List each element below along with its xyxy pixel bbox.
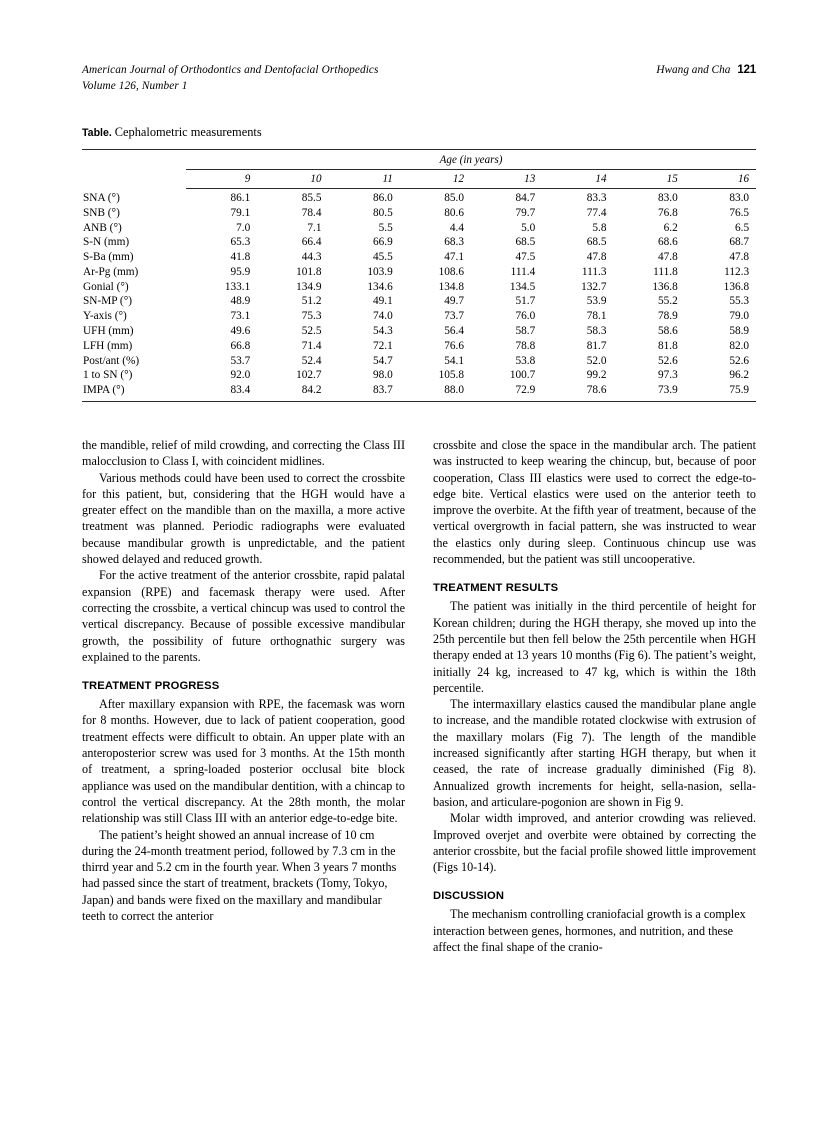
measurement-value: 84.2 (257, 383, 328, 401)
measurement-value: 78.9 (657, 310, 678, 323)
measurement-value: 105.8 (438, 369, 464, 382)
measurement-value: 98.0 (372, 369, 393, 382)
measurement-value: 78.1 (586, 310, 607, 323)
measurement-value: 79.7 (515, 206, 536, 219)
measurement-value: 47.8 (657, 251, 678, 264)
measurement-value: 4.4 (449, 221, 464, 234)
paragraph: The mechanism controlling craniofacial growth is a complex interaction between genes, hormones, and nutrition, and these affect the final shape of the cranio- (433, 907, 746, 955)
journal-title-line1: American Journal of Orthodontics and Dentofacial Orthopedics (82, 64, 379, 76)
table-row (82, 354, 756, 369)
measurement-value: 53.9 (586, 295, 607, 308)
measurement-value: 132.7 (581, 280, 607, 293)
measurement-value: 77.4 (586, 206, 607, 219)
measurement-label: ANB (°) (83, 221, 122, 234)
table-row (82, 295, 756, 310)
table-group-header-row (82, 150, 756, 170)
table-row (82, 383, 756, 401)
measurement-value: 133.1 (224, 280, 251, 293)
age-header-9: 9 (186, 170, 257, 189)
measurement-value: 76.0 (515, 310, 536, 323)
measurement-label: UFH (mm) (83, 325, 134, 338)
age-header-15: 15 (614, 170, 685, 189)
measurement-value: 76.5 (729, 206, 750, 219)
measurement-value: 103.9 (367, 265, 393, 278)
measurement-value: 55.2 (657, 295, 678, 308)
table-body (82, 189, 756, 402)
measurement-value: 81.7 (586, 339, 607, 352)
measurement-value: 72.9 (471, 383, 542, 401)
measurement-value: 65.3 (230, 236, 251, 249)
measurement-value: 49.1 (372, 295, 393, 308)
measurement-value: 47.5 (515, 251, 536, 264)
authors-name: Hwang and Cha (656, 64, 731, 76)
measurement-value: 45.5 (372, 251, 393, 264)
article-body (82, 437, 756, 1077)
measurement-value: 68.5 (515, 236, 536, 249)
measurement-value: 73.9 (614, 383, 685, 401)
measurement-value: 72.1 (372, 339, 393, 352)
measurement-value: 134.9 (296, 280, 322, 293)
age-header-10: 10 (257, 170, 328, 189)
measurement-label: Post/ant (%) (83, 354, 140, 367)
measurement-value: 80.6 (444, 206, 464, 219)
measurement-value: 88.0 (400, 383, 471, 401)
measurement-value: 56.4 (444, 325, 464, 338)
paragraph: the mandible, relief of mild crowding, and correcting the Class III malocclusion to Class I, with coincident midlines. (82, 438, 405, 469)
table-row (82, 221, 756, 236)
section-heading-discussion: DISCUSSION (433, 890, 505, 903)
measurement-value: 136.8 (652, 280, 678, 293)
measurement-value: 79.0 (729, 310, 750, 323)
measurement-value: 78.6 (542, 383, 613, 401)
measurement-value: 134.6 (367, 280, 393, 293)
age-header-16: 16 (685, 170, 756, 189)
paragraph: For the active treatment of the anterior crossbite, rapid palatal expansion (RPE) and facemask therapy were used. After correcting the crossbite, a vertical chincup was used to control the vertical discrepancy. Because of possible excessive mandibular growth, the possibility of future orthognathic surgery was explained to the parents. (82, 568, 405, 664)
measurement-value: 54.1 (444, 354, 464, 367)
measurement-value: 83.3 (586, 192, 607, 204)
measurement-value: 58.9 (729, 325, 750, 338)
measurement-value: 58.6 (657, 325, 678, 338)
measurement-value: 49.6 (230, 325, 251, 338)
measurement-value: 52.6 (657, 354, 678, 367)
measurement-value: 68.5 (586, 236, 607, 249)
measurement-value: 52.4 (301, 354, 322, 367)
group-header-spacer (82, 150, 186, 170)
measurement-value: 85.5 (301, 192, 322, 204)
measurement-value: 101.8 (296, 265, 322, 278)
measurement-label: SN-MP (°) (83, 295, 132, 308)
measurement-value: 73.1 (230, 310, 251, 323)
measurement-value: 136.8 (723, 280, 750, 293)
measurement-value: 75.9 (685, 383, 756, 401)
measurement-value: 81.8 (657, 339, 678, 352)
measurement-value: 58.3 (586, 325, 607, 338)
measurement-value: 51.7 (515, 295, 536, 308)
measurement-value: 79.1 (230, 206, 251, 219)
measurement-value: 5.0 (521, 221, 536, 234)
table-row (82, 206, 756, 221)
measurement-value: 92.0 (230, 369, 251, 382)
left-text-column (82, 437, 405, 924)
measurement-value: 48.9 (230, 295, 251, 308)
measurement-value: 83.0 (657, 192, 678, 204)
measurement-value: 6.2 (663, 221, 678, 234)
measurement-value: 54.7 (372, 354, 393, 367)
journal-title (82, 62, 379, 94)
table-row (82, 189, 756, 207)
age-header-12: 12 (400, 170, 471, 189)
paragraph: Molar width improved, and anterior crowding was relieved. Improved overjet and overbite were obtained by correcting the anterior crossbite, but the facial profile showed little improvement (Figs 10-14). (433, 811, 756, 875)
paragraph: The patient was initially in the third percentile of height for Korean children; during the HGH therapy, she moved up into the 25th percentile but then fell below the 25th percentile when HGH therapy ended at 13 years 10 months (Fig 6). The patient’s weight, initially 24 kg, increased to 47 kg, which is within the 18th percentile. (433, 599, 756, 695)
running-head-right (656, 62, 756, 78)
measurement-label: S-N (mm) (83, 236, 130, 249)
measurement-value: 85.0 (444, 192, 464, 204)
paragraph: The intermaxillary elastics caused the mandibular plane angle to increase, and the mandible rotated clockwise with extrusion of the maxillary molars (Fig 7). The length of the mandible increased significantly after starting HGH therapy, but when it ceased, the rate of increase gradually diminished (Fig 8). Annualized growth increments for height, sella-nasion, sella-basion, and articulare-pogonion are shown in Fig 9. (433, 697, 756, 809)
paragraph: After maxillary expansion with RPE, the facemask was worn for 8 months. However, due to lack of patient cooperation, good treatment effects were difficult to obtain. An upper plate with an anteroposterior screw was used for 3 months. At the 15th month of treatment, a spring-loaded posterior occlusal bite block appliance was used on the mandibular dentition, with a chincap to control the vertical discrepancy. At the 28th month, the molar relationship was still Class III with an anterior edge-to-edge bite. (82, 697, 405, 826)
measurement-value: 52.6 (729, 354, 750, 367)
measurement-value: 100.7 (509, 369, 536, 382)
table-head (82, 150, 756, 189)
measurement-value: 7.1 (307, 221, 322, 234)
table-row (82, 250, 756, 265)
age-header-14: 14 (542, 170, 613, 189)
measurement-value: 78.8 (515, 339, 536, 352)
measurement-value: 83.4 (186, 383, 257, 401)
measurement-value: 66.9 (372, 236, 393, 249)
measurement-value: 111.4 (510, 265, 536, 278)
measurement-value: 86.1 (230, 192, 251, 204)
measurement-value: 47.8 (586, 251, 607, 264)
measurement-value: 76.8 (657, 206, 678, 219)
measurement-value: 76.6 (444, 339, 464, 352)
section-heading-treatment-results: TREATMENT RESULTS (433, 582, 559, 595)
measurement-value: 66.8 (230, 339, 251, 352)
table-caption-label: Table. (82, 127, 112, 139)
measurement-value: 6.5 (734, 221, 750, 234)
measurement-value: 74.0 (372, 310, 393, 323)
measurement-value: 71.4 (301, 339, 322, 352)
measurement-value: 86.0 (372, 192, 393, 204)
right-text-column (433, 437, 756, 955)
table-column-header-row (82, 170, 756, 189)
table-row (82, 324, 756, 339)
measurement-value: 7.0 (236, 221, 251, 234)
measurement-value: 53.7 (230, 354, 251, 367)
measurement-label: SNB (°) (83, 206, 120, 219)
measurement-value: 111.8 (653, 265, 678, 278)
age-header-13: 13 (471, 170, 542, 189)
paragraph: Various methods could have been used to correct the crossbite for this patient, but, considering that the HGH would have a greater effect on the mandible than on the maxilla, a more active treatment was planned. Periodic radiographs were evaluated because mandibular growth is unpredictable, and the patient showed delayed and reduced growth. (82, 470, 405, 567)
age-group-header: Age (in years) (186, 150, 756, 170)
measurement-value: 111.3 (581, 265, 607, 278)
table-caption (82, 125, 756, 140)
measurement-value: 73.7 (444, 310, 464, 323)
measurement-value: 95.9 (230, 265, 251, 278)
measurement-value: 55.3 (729, 295, 750, 308)
measurement-value: 82.0 (729, 339, 750, 352)
measurement-value: 47.8 (729, 251, 750, 264)
measurement-value: 66.4 (301, 236, 322, 249)
page-number: 121 (737, 64, 756, 76)
measurement-value: 84.7 (515, 192, 536, 204)
measurement-value: 49.7 (444, 295, 464, 308)
measurement-column-header (82, 170, 186, 189)
cephalometric-table-block (82, 125, 756, 402)
journal-title-line2: Volume 126, Number 1 (82, 80, 188, 92)
measurement-value: 44.3 (301, 251, 322, 264)
table-row (82, 369, 756, 384)
measurement-label: Ar-Pg (mm) (83, 265, 139, 278)
table-row (82, 339, 756, 354)
table-row (82, 236, 756, 251)
table-row (82, 310, 756, 325)
measurement-label: S-Ba (mm) (83, 251, 134, 264)
measurement-value: 52.5 (301, 325, 322, 338)
measurement-label: LFH (mm) (83, 339, 133, 352)
measurement-value: 83.7 (329, 383, 400, 401)
measurement-value: 80.5 (372, 206, 393, 219)
measurement-value: 78.4 (301, 206, 322, 219)
measurement-value: 68.3 (444, 236, 464, 249)
measurement-label: Y-axis (°) (83, 310, 127, 323)
measurement-value: 99.2 (586, 369, 607, 382)
measurement-value: 5.8 (592, 221, 607, 234)
measurement-value: 83.0 (729, 192, 750, 204)
measurement-value: 51.2 (301, 295, 322, 308)
measurement-value: 5.5 (378, 221, 393, 234)
paragraph: The patient’s height showed an annual increase of 10 cm during the 24-month treatment period, followed by 7.3 cm in the thirrd year and 5.2 cm in the fourth year. When 3 years 7 months had passed since the start of treatment, brackets (Tomy, Tokyo, Japan) and bands were fixed on the maxillary and mandibular teeth to correct the anterior (82, 827, 397, 924)
measurement-value: 134.8 (438, 280, 464, 293)
measurement-value: 47.1 (444, 251, 464, 264)
measurement-value: 41.8 (230, 251, 251, 264)
measurement-value: 97.3 (657, 369, 678, 382)
paragraph: crossbite and close the space in the mandibular arch. The patient was instructed to keep wearing the chincup, but, because of poor cooperation, Class III elastics were used to correct the edge-to-edge bite. Vertical elastics were used on the anterior teeth to improve the overbite. At the fifth year of treatment, because of the vertical overgrowth in facial pattern, she was instructed to wear the elastics only during sleep. Continuous chincup use was recommended, but the patient was still uncooperative. (433, 438, 756, 567)
table-row (82, 265, 756, 280)
measurement-value: 75.3 (301, 310, 322, 323)
measurement-value: 108.6 (438, 265, 464, 278)
measurement-label: Gonial (°) (83, 280, 129, 293)
measurement-value: 68.6 (657, 236, 678, 249)
cephalometric-measurements-table (82, 149, 756, 402)
measurement-label: IMPA (°) (82, 383, 186, 401)
age-header-11: 11 (329, 170, 400, 189)
measurement-label: SNA (°) (83, 191, 120, 204)
section-heading-treatment-progress: TREATMENT PROGRESS (82, 680, 220, 693)
measurement-value: 102.7 (296, 369, 322, 382)
measurement-value: 112.3 (724, 265, 750, 278)
measurement-value: 134.5 (509, 280, 536, 293)
table-caption-text: Cephalometric measurements (114, 125, 262, 139)
measurement-label: 1 to SN (°) (83, 369, 133, 382)
measurement-value: 96.2 (729, 369, 750, 382)
table-row (82, 280, 756, 295)
running-head (82, 62, 756, 96)
measurement-value: 52.0 (586, 354, 607, 367)
measurement-value: 58.7 (515, 325, 536, 338)
measurement-value: 68.7 (729, 236, 750, 249)
measurement-value: 54.3 (372, 325, 393, 338)
measurement-value: 53.8 (515, 354, 536, 367)
